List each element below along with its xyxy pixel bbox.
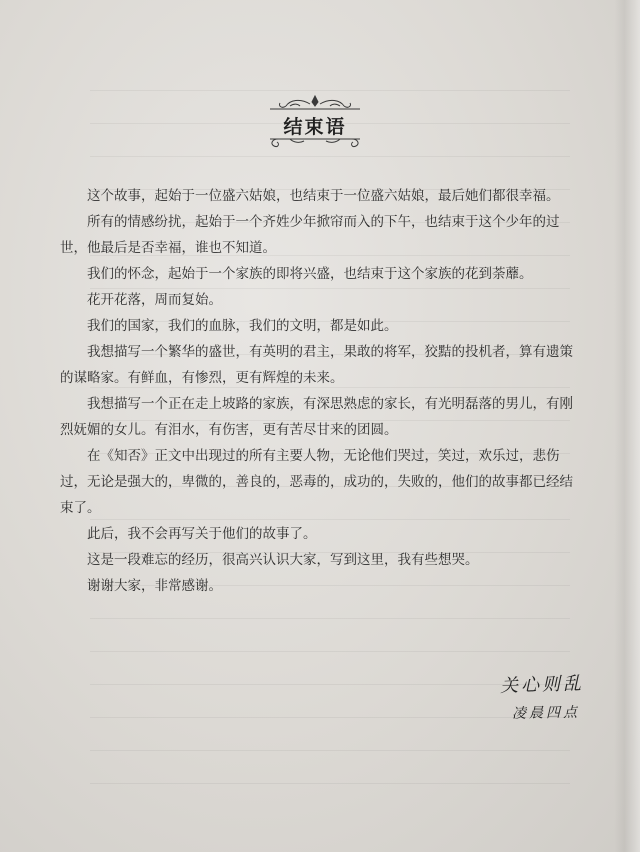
paragraph: 我们的怀念，起始于一个家族的即将兴盛，也结束于这个家族的花到荼蘼。 [87, 266, 533, 282]
paragraph: 这是一段难忘的经历，很高兴认识大家，写到这里，我有些想哭。 [87, 552, 479, 568]
epilogue-body [60, 183, 580, 599]
paragraph: 这个故事，起始于一位盛六姑娘，也结束于一位盛六姑娘，最后她们都很幸福。 [87, 188, 560, 204]
signature-time: 凌晨四点 [511, 704, 581, 722]
paragraph: 此后，我不会再写关于他们的故事了。 [87, 526, 317, 542]
page-edge [614, 0, 640, 852]
paragraph: 在《知否》正文中出现过的所有主要人物，无论他们哭过，笑过，欢乐过，悲伤过，无论是强大的，卑微的，善良的，恶毒的，成功的，失败的，他们的故事都已经结束了。 [60, 448, 573, 516]
paragraph: 我想描写一个繁华的盛世，有英明的君主，果敢的将军，狡黠的投机者，算有遗策的谋略家。有鲜血，有惨烈，更有辉煌的未来。 [60, 344, 573, 386]
author-signature [500, 670, 610, 722]
paragraph: 所有的情感纷扰，起始于一个齐姓少年掀帘而入的下午，也结束于这个少年的过世，他最后是否幸福，谁也不知道。 [60, 214, 560, 256]
chapter-title: 结束语 [283, 116, 347, 138]
signature-author: 关心则乱 [499, 672, 585, 697]
paragraph: 我们的国家，我们的血脉，我们的文明，都是如此。 [87, 318, 398, 334]
paragraph: 我想描写一个正在走上坡路的家族，有深思熟虑的家长，有光明磊落的男儿，有刚烈妩媚的女儿。有泪水，有伤害，更有苦尽甘来的团圆。 [60, 396, 573, 438]
paragraph: 谢谢大家，非常感谢。 [87, 578, 222, 594]
paragraph: 花开花落，周而复始。 [87, 292, 222, 308]
chapter-header [260, 92, 370, 154]
